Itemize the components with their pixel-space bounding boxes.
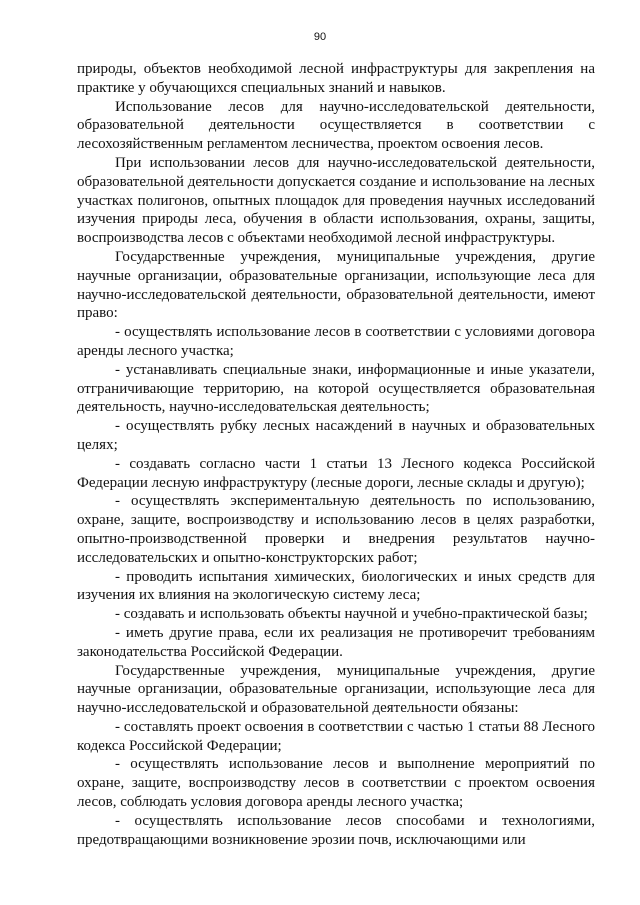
paragraph-research-use: Использование лесов для научно-исследовательской деятельности, образовательной деятельности осуществляется в соответствии с лесохозяйственным регламентом лесничества, проектом освоения лесов. xyxy=(77,98,595,153)
list-item-right: - устанавливать специальные знаки, информационные и иные указатели, отграничивающие территорию, на которой осуществляется образовательная деятельность, научно-исследовательская деятельность; xyxy=(77,361,595,416)
list-item-duty: - осуществлять использование лесов и выполнение мероприятий по охране, защите, воспроизводству лесов в соответствии с проектом освоения лесов, соблюдать условия договора аренды лесного участка; xyxy=(77,756,595,811)
paragraph-duties-intro: Государственные учреждения, муниципальные учреждения, другие научные организации, образовательные организации, использующие леса для научно-исследовательской и образовательной деятельности обязаны: xyxy=(77,662,595,717)
list-item-right: - проводить испытания химических, биологических и иных средств для изучения их влияния на экологическую систему леса; xyxy=(77,568,595,604)
paragraph-continuation: природы, объектов необходимой лесной инфраструктуры для закрепления на практике у обучающихся специальных знаний и навыков. xyxy=(77,61,595,96)
list-item-duty: - осуществлять использование лесов способами и технологиями, предотвращающими возникновение эрозии почв, исключающими или xyxy=(77,812,595,848)
list-item-duty: - составлять проект освоения в соответствии с частью 1 статьи 88 Лесного кодекса Российской Федерации; xyxy=(77,718,595,754)
paragraph-rights-intro: Государственные учреждения, муниципальные учреждения, другие научные организации, образовательные организации, использующие леса для научно-исследовательской деятельности, образовательной деятельности, имеют право: xyxy=(77,248,595,322)
list-item-right: - создавать и использовать объекты научной и учебно-практической базы; xyxy=(115,606,588,623)
list-item-right: - осуществлять использование лесов в соответствии с условиями договора аренды лесного участка; xyxy=(77,324,595,359)
list-item-right: - создавать согласно части 1 статьи 13 Лесного кодекса Российской Федерации лесную инфраструктуру (лесные дороги, лесные склады и другую); xyxy=(77,455,595,491)
list-item-right: - иметь другие права, если их реализация не противоречит требованиям законодательства Российской Федерации. xyxy=(77,624,595,660)
list-item-right: - осуществлять рубку лесных насаждений в научных и образовательных целях; xyxy=(77,418,595,453)
page-number: 90 xyxy=(313,31,327,43)
document-body xyxy=(77,60,595,849)
list-item-right: - осуществлять экспериментальную деятельность по использованию, охране, защите, воспроизводству и использованию лесов в целях разработки, опытно-производственной проверки и внедрения результатов научно-исследовательских и опытно-конструкторских работ; xyxy=(77,493,595,566)
paragraph-polygons: При использовании лесов для научно-исследовательской деятельности, образовательной деятельности допускается создание и использование на лесных участках полигонов, опытных площадок для проведения научных исследований изучения природы леса, обучения в области использования, охраны, защиты, воспроизводства лесов с объектами необходимой лесной инфраструктуры. xyxy=(77,154,595,247)
